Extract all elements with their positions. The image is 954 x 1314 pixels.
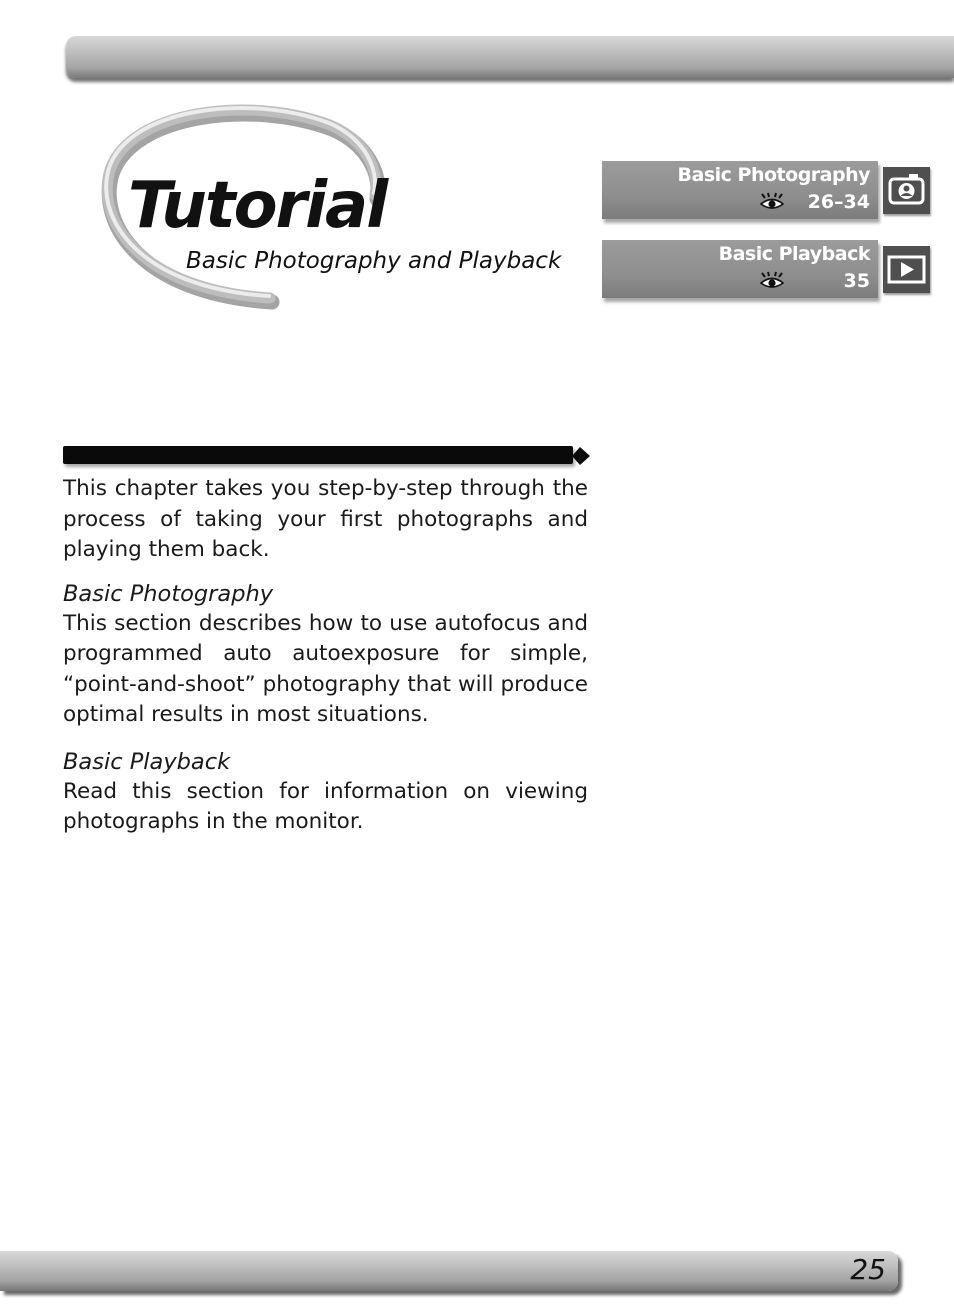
intro-paragraph: This chapter takes you step-by-step through the process of taking your first photographs and playing them back.	[63, 476, 588, 562]
section-basic-photography	[63, 579, 588, 731]
tab-title: Basic Photography	[677, 164, 870, 186]
page-reference-eye-icon	[760, 271, 784, 291]
section-text: This section describes how to use autofocus and programmed auto autoexposure for simple, “point-and-shoot” photography that will produce optimal results in most situations.	[63, 610, 588, 727]
playback-mode-icon	[883, 246, 930, 293]
section-basic-playback	[63, 747, 588, 838]
page-number: 25	[850, 1253, 886, 1286]
header-bar	[66, 36, 954, 78]
tab-title: Basic Playback	[718, 243, 870, 265]
chapter-subtitle: Basic Photography and Playback	[186, 248, 562, 274]
rule-diamond-ornament	[570, 446, 594, 468]
chapter-title-block	[100, 100, 580, 320]
chapter-title: Tutorial	[128, 169, 387, 243]
tab-page-range: 26–34	[807, 191, 870, 213]
section-heading: Basic Playback	[63, 748, 231, 775]
tab-basic-photography[interactable]	[602, 161, 878, 219]
section-heading: Basic Photography	[63, 580, 274, 607]
tab-page-range: 35	[843, 270, 870, 292]
chapter-body	[63, 474, 588, 854]
tab-basic-playback[interactable]	[602, 240, 878, 298]
section-text: Read this section for information on viewing photographs in the monitor.	[63, 778, 588, 834]
footer-bar	[0, 1251, 898, 1291]
camera-mode-icon	[883, 167, 930, 214]
section-rule	[63, 446, 573, 464]
page-reference-eye-icon	[760, 192, 784, 212]
